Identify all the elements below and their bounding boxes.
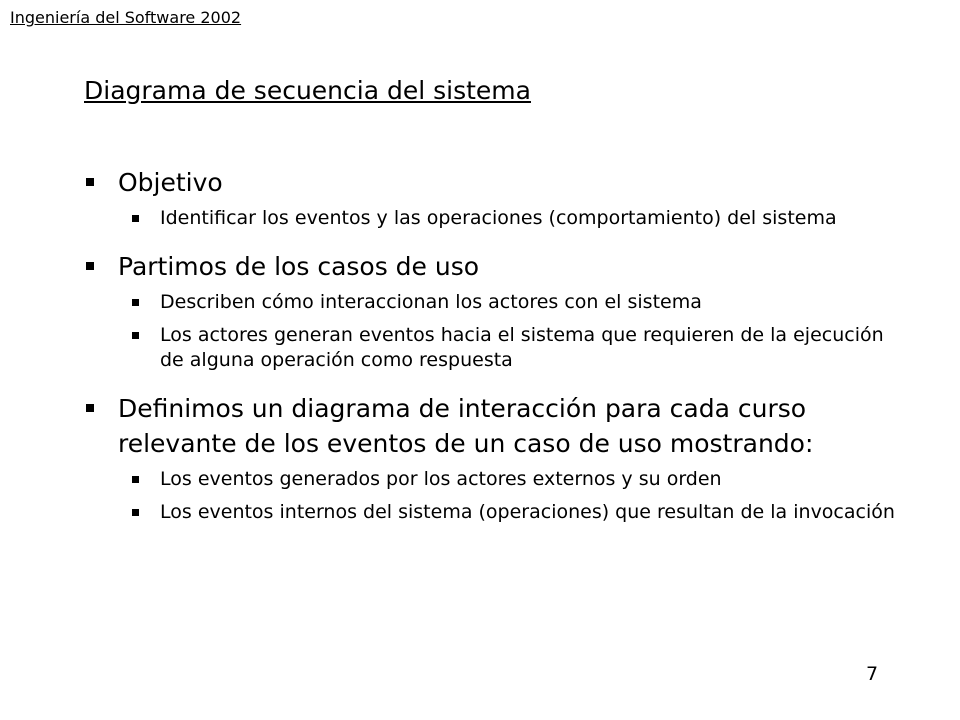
sub-bullet-text: Los eventos internos del sistema (operaciones) que resultan de la invocación: [160, 501, 895, 523]
sub-bullet: [84, 323, 904, 373]
bullet-casos-de-uso: [84, 249, 904, 284]
bullet-diagrama-interaccion: [84, 391, 904, 461]
square-bullet-icon: [132, 299, 139, 306]
presentation-header: Ingeniería del Software 2002: [10, 8, 242, 27]
sub-bullet-text: Identificar los eventos y las operaciones (comportamiento) del sistema: [160, 207, 837, 229]
slide-title: Diagrama de secuencia del sistema: [84, 76, 531, 105]
square-bullet-icon: [86, 404, 94, 412]
square-bullet-icon: [132, 509, 139, 516]
bullet-objetivo: [84, 165, 904, 200]
sub-bullet: [84, 206, 904, 231]
bullet-text: Partimos de los casos de uso: [118, 252, 480, 281]
sub-bullet-text: Los actores generan eventos hacia el sistema que requieren de la ejecución de alguna operación como respuesta: [160, 324, 884, 371]
sub-bullet: [84, 290, 904, 315]
square-bullet-icon: [132, 332, 139, 339]
bullet-text: Definimos un diagrama de interacción para cada curso relevante de los eventos de un caso de uso mostrando:: [118, 394, 814, 458]
sub-bullet-text: Los eventos generados por los actores externos y su orden: [160, 468, 722, 490]
square-bullet-icon: [86, 262, 94, 270]
sub-bullet: [84, 500, 904, 525]
page-number: 7: [866, 663, 879, 685]
sub-bullet-text: Describen cómo interaccionan los actores con el sistema: [160, 291, 702, 313]
square-bullet-icon: [132, 215, 139, 222]
bullet-text: Objetivo: [118, 168, 223, 197]
slide-content: [84, 165, 904, 533]
square-bullet-icon: [132, 476, 139, 483]
sub-bullet: [84, 467, 904, 492]
square-bullet-icon: [86, 178, 94, 186]
